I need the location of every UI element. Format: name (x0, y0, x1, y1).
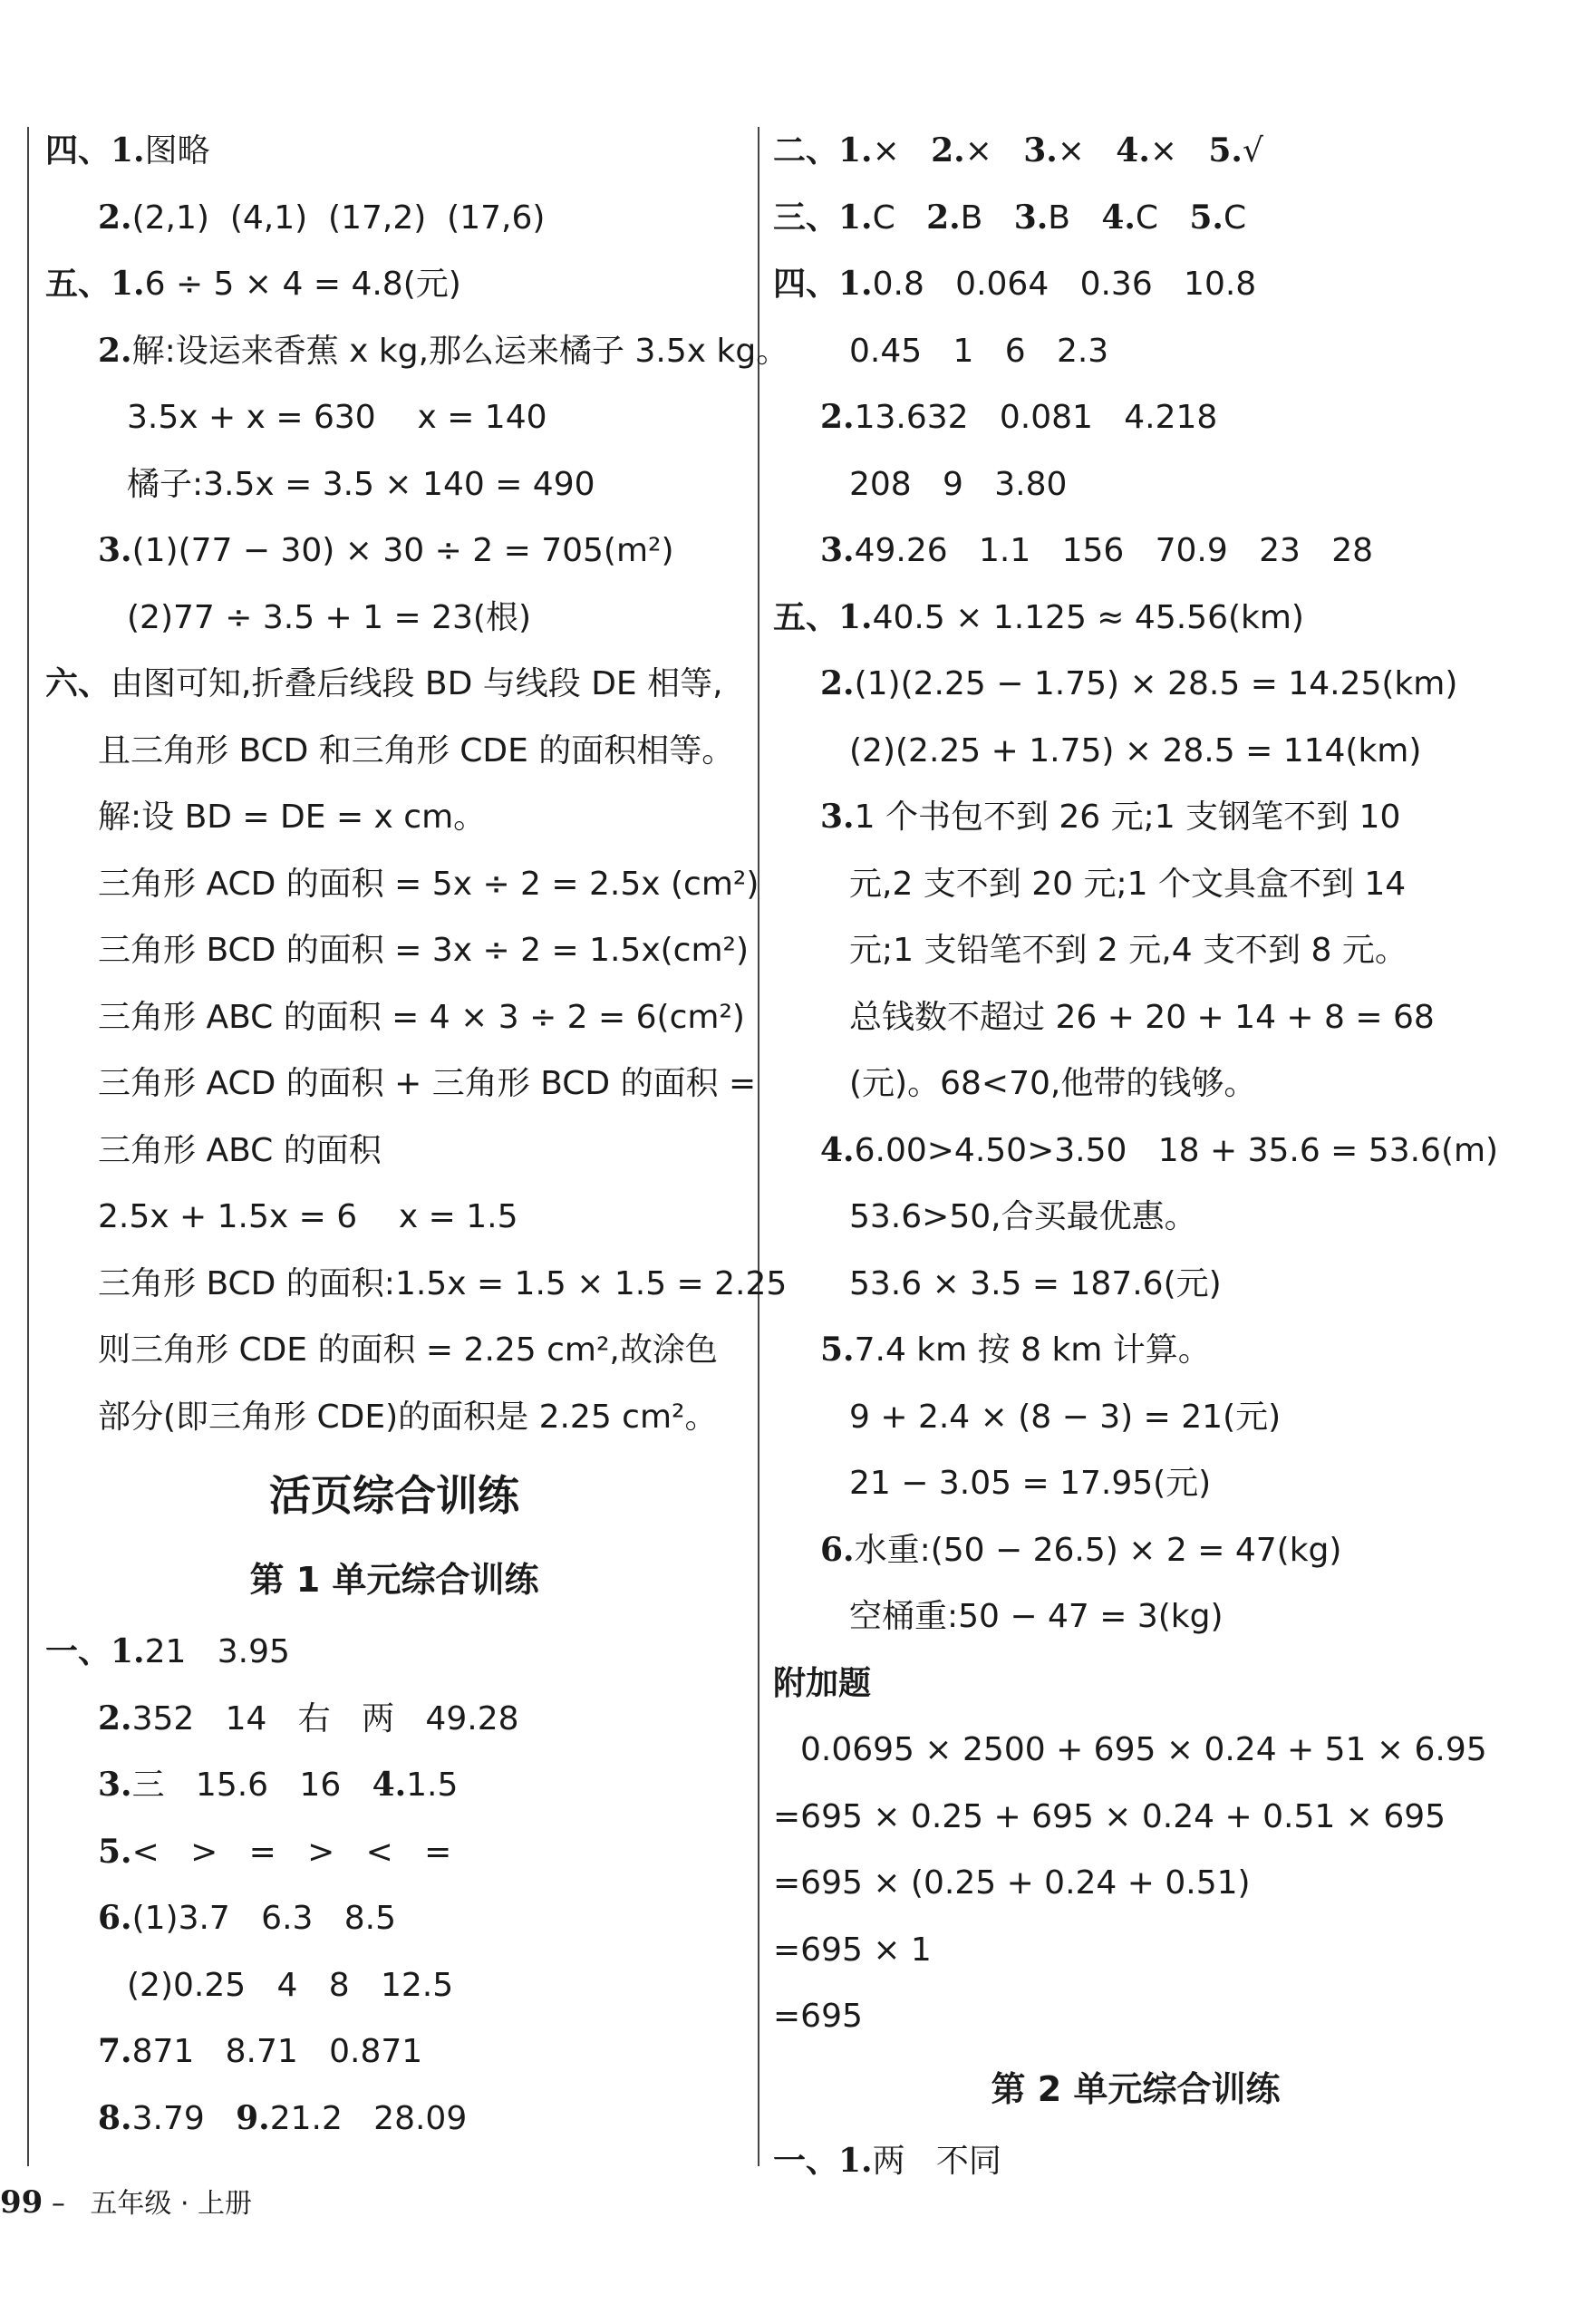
answer-text: 图略 (144, 132, 210, 169)
answer-text: 352 14 右 两 49.28 (131, 1699, 519, 1737)
question-number: 5. (98, 1832, 132, 1871)
answer-text: 21 − 3.05 = 17.95(元) (849, 1465, 1212, 1502)
answer-text: 三角形 BCD 的面积:1.5x = 1.5 × 1.5 = 2.25 (98, 1264, 788, 1302)
answer-line (773, 1583, 1498, 1650)
section-title: 活页综合训练 (269, 1471, 519, 1520)
answer-line (773, 851, 1498, 918)
answer-line (45, 1118, 743, 1185)
answer-line (45, 585, 743, 652)
answer-text: 49.26 1.1 156 70.9 23 28 (854, 532, 1374, 569)
page-number: 99 (0, 2184, 44, 2221)
question-number: 5. (1208, 131, 1243, 169)
answer-line (773, 1450, 1498, 1517)
question-number: 3. (1023, 131, 1058, 169)
answer-text: 6 ÷ 5 × 4 = 4.8(元) (144, 266, 461, 303)
answer-text: 21.2 28.09 (269, 2099, 468, 2137)
question-number: 4. (372, 1766, 407, 1804)
answer-line (45, 518, 743, 585)
left-answer-lines (45, 118, 789, 1450)
answer-text: B (960, 198, 1014, 237)
question-number: 4. (820, 1130, 855, 1169)
question-number: 一、1. (45, 1632, 145, 1670)
question-number: 三、1. (773, 198, 873, 237)
answer-line (773, 1384, 1498, 1451)
question-number: 2. (820, 398, 855, 436)
answer-text: (1)3.7 6.3 8.5 (131, 1900, 397, 1937)
question-number: 2. (931, 131, 965, 169)
answer-line (773, 984, 1498, 1051)
answer-text: =695 × 0.25 + 695 × 0.24 + 0.51 × 695 (773, 1797, 1446, 1835)
question-number: 五、1. (45, 265, 145, 303)
question-number: 3. (820, 531, 855, 569)
answer-text: =695 × 1 (773, 1931, 932, 1969)
left-column (45, 118, 789, 2152)
answer-line (773, 185, 1498, 252)
answer-line (773, 1184, 1498, 1251)
answer-line (45, 318, 789, 385)
answer-line (45, 2086, 743, 2153)
answer-line (45, 1885, 743, 1952)
answer-line (45, 1952, 743, 2019)
answer-line (773, 451, 1498, 518)
answer-text: 7.4 km 按 8 km 计算。 (854, 1331, 1211, 1369)
answer-line (45, 384, 743, 451)
answer-line (773, 518, 1498, 585)
answer-text: 元;1 支铅笔不到 2 元,4 支不到 8 元。 (849, 932, 1407, 969)
bonus-answer-lines (773, 1717, 1498, 2050)
question-number: 五、1. (773, 597, 873, 636)
answer-text: 0.8 0.064 0.36 10.8 (872, 266, 1257, 303)
answer-line (45, 917, 750, 984)
answer-line (773, 384, 1498, 451)
answer-text: B (1048, 198, 1102, 237)
answer-text: × (964, 132, 1024, 169)
answer-text: 且三角形 BCD 和三角形 CDE 的面积相等。 (98, 731, 735, 769)
answer-line (45, 651, 743, 718)
bonus-title: 附加题 (773, 1664, 872, 1702)
answer-line (45, 851, 759, 918)
answer-text: 部分(即三角形 CDE)的面积是 2.25 cm²。 (98, 1398, 718, 1436)
answer-text: × (872, 132, 932, 169)
answer-line (45, 451, 743, 518)
answer-text: × (1149, 132, 1209, 169)
question-number: 2. (98, 331, 132, 370)
answer-line (773, 1517, 1498, 1584)
answer-line (45, 185, 743, 252)
answer-text: 解:设运来香蕉 x kg,那么运来橘子 3.5x kg。 (131, 332, 789, 370)
answer-text: (元)。68<70,他带的钱够。 (849, 1065, 1257, 1102)
answer-text: × (1057, 132, 1117, 169)
answer-text: 3.79 (131, 2099, 237, 2137)
question-number: 3. (98, 1766, 132, 1804)
question-number: 4. (1116, 131, 1150, 169)
question-number: 二、1. (773, 131, 873, 169)
unit-1-answer-lines (45, 1619, 743, 2152)
answer-line (45, 1317, 743, 1384)
answer-text: 1 个书包不到 26 元;1 支钢笔不到 10 (854, 799, 1401, 836)
answer-line (45, 718, 743, 785)
answer-text: =695 (773, 1998, 863, 2035)
answer-line (773, 718, 1498, 785)
answer-text: C (872, 198, 927, 237)
footer-separator: – (51, 2188, 65, 2220)
answer-line (45, 1050, 757, 1118)
answer-text: 0.0695 × 2500 + 695 × 0.24 + 51 × 6.95 (800, 1731, 1487, 1768)
answer-text: 总钱数不超过 26 + 20 + 14 + 8 = 68 (849, 998, 1435, 1036)
answer-text: 13.632 0.081 4.218 (854, 399, 1218, 436)
answer-text: 1.5 (406, 1766, 459, 1804)
question-number: 2. (98, 1699, 132, 1737)
question-number: 8. (98, 2098, 132, 2137)
question-number: 6. (98, 1899, 132, 1937)
answer-line (773, 1717, 1498, 1784)
answer-text: 3.5x + x = 630 x = 140 (127, 399, 547, 436)
answer-line (773, 318, 1498, 385)
question-number: 2. (926, 198, 961, 237)
answer-text: 53.6 × 3.5 = 187.6(元) (849, 1264, 1222, 1302)
answer-line (773, 651, 1498, 718)
answer-text: 871 8.71 0.871 (131, 2033, 423, 2070)
question-number: 5. (820, 1331, 855, 1369)
answer-text: (2)0.25 4 8 12.5 (127, 1966, 454, 2004)
answer-text: 解:设 BD = DE = x cm。 (98, 799, 487, 836)
answer-text: (2)(2.25 + 1.75) × 28.5 = 114(km) (849, 731, 1422, 769)
answer-text: 21 3.95 (144, 1633, 290, 1670)
answer-line (45, 2018, 743, 2086)
answer-line (773, 1784, 1498, 1851)
answer-line (773, 784, 1498, 851)
answer-text: 0.45 1 6 2.3 (849, 332, 1109, 370)
answer-text: (2)77 ÷ 3.5 + 1 = 23(根) (127, 598, 532, 636)
question-number: 四、1. (773, 265, 873, 303)
unit-1-title: 第 1 单元综合训练 (249, 1560, 539, 1600)
answer-text: 三角形 ABC 的面积 = 4 × 3 ÷ 2 = 6(cm²) (98, 998, 745, 1036)
right-answer-lines (773, 118, 1498, 1650)
answer-text: C (1223, 198, 1247, 237)
answer-text: √ (1242, 132, 1263, 169)
answer-text: 由图可知,折叠后线段 BD 与线段 DE 相等, (111, 665, 723, 702)
answer-text: 53.6>50,合买最优惠。 (849, 1198, 1197, 1235)
answer-line (773, 1050, 1498, 1118)
answer-line (773, 1317, 1498, 1384)
question-number: 2. (820, 664, 855, 702)
answer-line (773, 1983, 1498, 2050)
answer-text: 208 9 3.80 (849, 465, 1068, 503)
answer-line (45, 1619, 743, 1686)
answer-line (45, 1251, 788, 1318)
answer-line (773, 585, 1498, 652)
right-column (773, 118, 1498, 2194)
question-number: 5. (1189, 198, 1224, 237)
answer-line (45, 1752, 743, 1819)
answer-text: 40.5 × 1.125 ≈ 45.56(km) (872, 598, 1304, 636)
answer-text: 元,2 支不到 20 元;1 个文具盒不到 14 (849, 865, 1407, 903)
answer-text: 三 15.6 16 (131, 1766, 372, 1804)
answer-text: 空桶重:50 − 47 = 3(kg) (849, 1598, 1224, 1635)
answer-line (773, 1118, 1498, 1185)
unit-2-title: 第 2 单元综合训练 (991, 2068, 1281, 2109)
column-divider (758, 127, 759, 2166)
answer-line (773, 2128, 1498, 2195)
answer-line (45, 251, 743, 318)
answer-line (45, 1819, 743, 1886)
answer-text: (1)(77 − 30) × 30 ÷ 2 = 705(m²) (131, 532, 674, 569)
answer-text: 橘子:3.5x = 3.5 × 140 = 490 (127, 465, 595, 503)
answer-text: < > = > < = (131, 1833, 452, 1871)
question-number: 9. (236, 2098, 270, 2137)
answer-line (45, 984, 743, 1051)
answer-text: 三角形 ACD 的面积 = 5x ÷ 2 = 2.5x (cm²) (98, 865, 759, 903)
question-number: 一、1. (773, 2141, 873, 2180)
answer-text: (1)(2.25 − 1.75) × 28.5 = 14.25(km) (854, 665, 1458, 702)
question-number: 2. (98, 198, 132, 237)
question-number: 六、 (45, 664, 111, 702)
question-number: 4. (1101, 198, 1136, 237)
answer-line (45, 1184, 743, 1251)
answer-text: 9 + 2.4 × (8 − 3) = 21(元) (849, 1398, 1282, 1436)
answer-text: 则三角形 CDE 的面积 = 2.25 cm²,故涂色 (98, 1331, 718, 1369)
answer-text: 三角形 ACD 的面积 + 三角形 BCD 的面积 = (98, 1065, 757, 1102)
answer-line (773, 1251, 1498, 1318)
grade-label: 五年级 · 上册 (90, 2188, 253, 2220)
question-number: 3. (98, 531, 132, 569)
left-margin-rule (27, 127, 29, 2166)
question-number: 7. (98, 2032, 132, 2070)
answer-line (773, 118, 1498, 185)
answer-line (773, 1850, 1498, 1917)
question-number: 3. (820, 798, 855, 836)
answer-line (45, 784, 743, 851)
answer-text: C (1135, 198, 1190, 237)
answer-line (773, 1917, 1498, 1984)
answer-text: 2.5x + 1.5x = 6 x = 1.5 (98, 1198, 518, 1235)
question-number: 6. (820, 1530, 855, 1569)
answer-line (45, 1686, 743, 1753)
question-number: 四、1. (45, 131, 145, 169)
answer-line (45, 118, 743, 185)
answer-text: (2,1) (4,1) (17,2) (17,6) (131, 198, 546, 237)
answer-text: =695 × (0.25 + 0.24 + 0.51) (773, 1864, 1251, 1902)
answer-text: 三角形 BCD 的面积 = 3x ÷ 2 = 1.5x(cm²) (98, 932, 750, 969)
page-footer (0, 2175, 252, 2230)
answer-text: 6.00>4.50>3.50 18 + 35.6 = 53.6(m) (854, 1131, 1499, 1169)
answer-text: 两 不同 (872, 2142, 1001, 2180)
answer-text: 三角形 ABC 的面积 (98, 1131, 382, 1169)
question-number: 3. (1013, 198, 1049, 237)
answer-line (773, 917, 1498, 984)
unit-2-answer-lines (773, 2128, 1498, 2195)
answer-line (45, 1384, 743, 1451)
answer-text: 水重:(50 − 26.5) × 2 = 47(kg) (854, 1531, 1342, 1569)
answer-line (773, 251, 1498, 318)
